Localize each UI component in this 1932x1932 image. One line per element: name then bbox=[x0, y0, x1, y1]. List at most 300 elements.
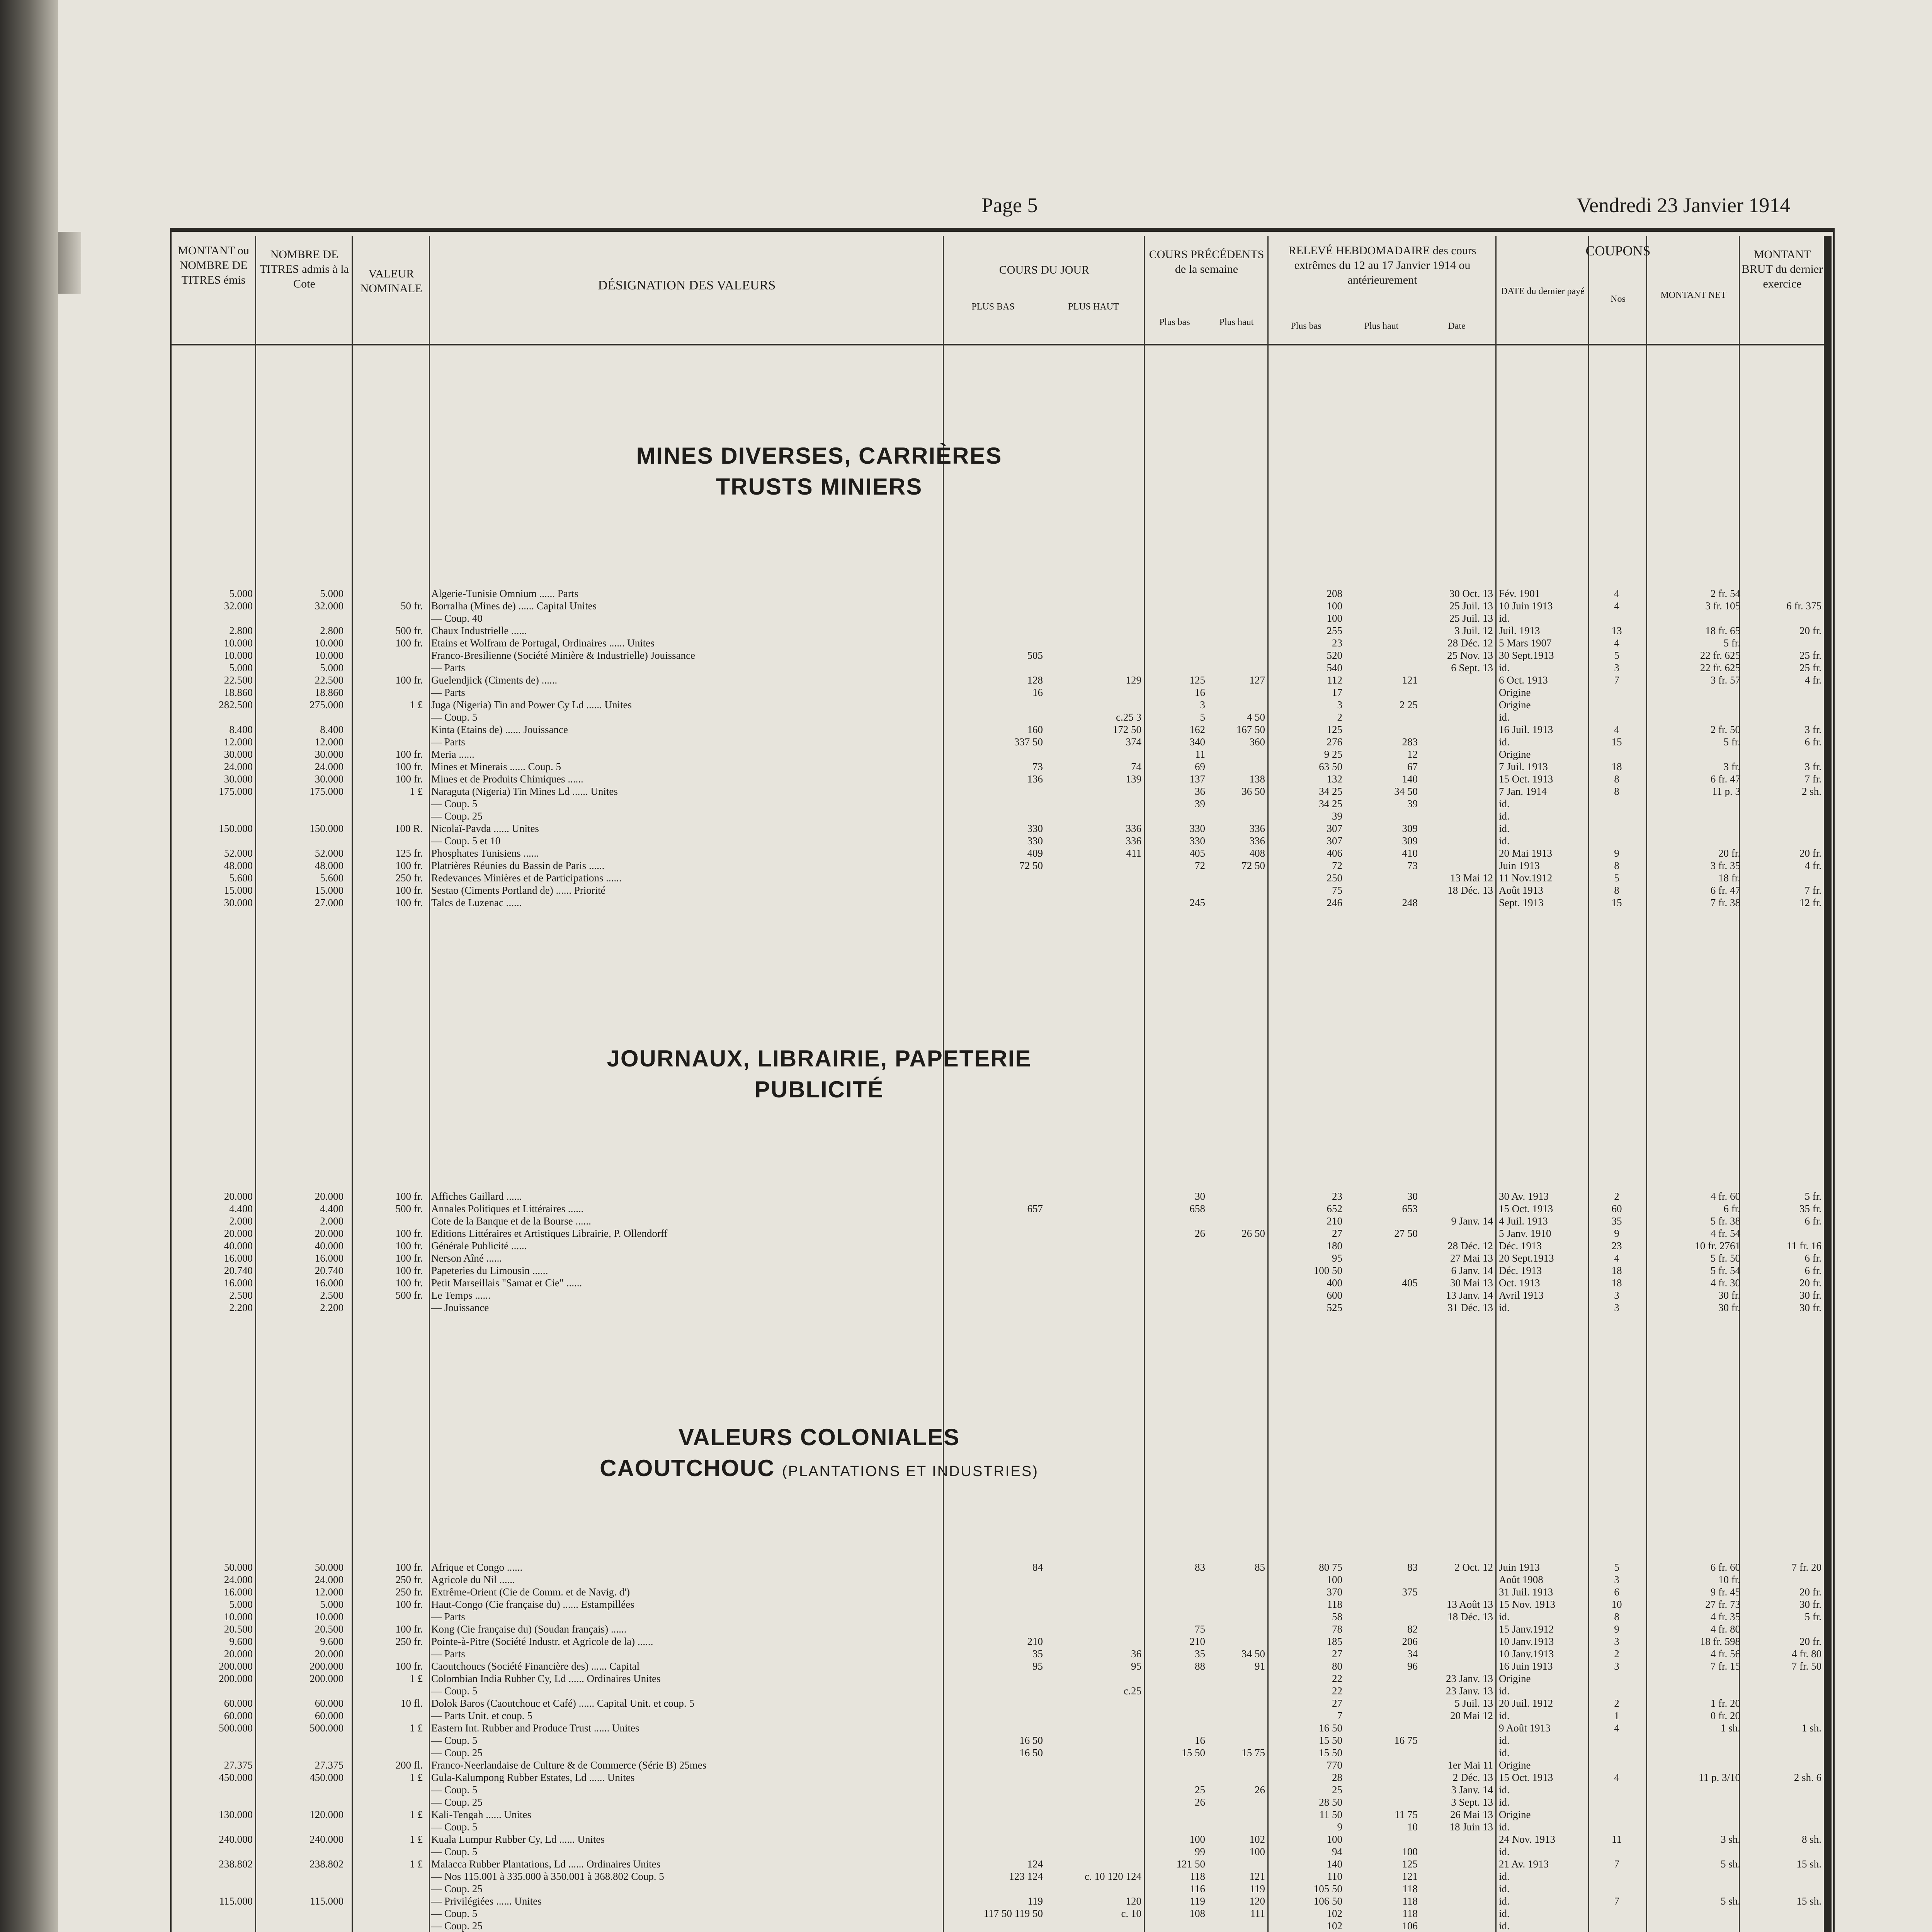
montant-cell: 8.400 bbox=[229, 724, 253, 735]
prec-haut-cell: 4 50 bbox=[1247, 711, 1265, 723]
montant-cell: 2.800 bbox=[229, 625, 253, 636]
coupon-montant-cell: 18 fr. bbox=[1718, 872, 1740, 884]
table-row bbox=[172, 723, 1821, 736]
valeur-cell: 100 fr. bbox=[395, 860, 423, 871]
releve-haut-cell: 121 bbox=[1402, 674, 1418, 686]
table-row bbox=[172, 785, 1821, 798]
coupon-date-cell: 15 Janv.1912 bbox=[1499, 1623, 1554, 1635]
designation-cell: Extrême-Orient (Cie de Comm. et de Navig. d') bbox=[431, 1586, 630, 1598]
designation-cell: Juga (Nigeria) Tin and Power Cy Ld ...... Unites bbox=[431, 699, 632, 711]
valeur-cell: 100 fr. bbox=[395, 897, 423, 908]
releve-date-cell: 25 Juil. 13 bbox=[1449, 600, 1493, 612]
montant-cell: 15.000 bbox=[224, 884, 253, 896]
coupon-montant-cell: 3 fr. 35 bbox=[1710, 860, 1740, 871]
designation-cell: — Coup. 25 bbox=[431, 1883, 483, 1895]
designation-cell: — Coup. 25 bbox=[431, 810, 483, 822]
table-row bbox=[172, 1573, 1821, 1586]
prec-haut-cell: 111 bbox=[1250, 1908, 1265, 1919]
nombre-cell: 175.000 bbox=[310, 786, 344, 797]
montant-brut-cell: 11 fr. 16 bbox=[1787, 1240, 1821, 1252]
releve-bas-cell: 112 bbox=[1327, 674, 1342, 686]
coupon-montant-cell: 3 fr. bbox=[1723, 761, 1740, 772]
cours-bas-cell: 657 bbox=[1027, 1203, 1043, 1214]
coupon-number-cell: 8 bbox=[1614, 786, 1619, 797]
table-row bbox=[172, 1709, 1821, 1722]
montant-cell: 200.000 bbox=[219, 1660, 253, 1672]
valeur-cell: 100 fr. bbox=[395, 1599, 423, 1610]
releve-haut-cell: 118 bbox=[1402, 1883, 1418, 1895]
valeur-cell: 1 £ bbox=[410, 1673, 423, 1684]
valeur-cell: 250 fr. bbox=[395, 872, 423, 884]
releve-haut-cell: 283 bbox=[1402, 736, 1418, 748]
coupon-date-cell: 20 Juil. 1912 bbox=[1499, 1697, 1553, 1709]
nombre-cell: 22.500 bbox=[315, 674, 344, 686]
coupon-montant-cell: 2 fr. 50 bbox=[1710, 724, 1740, 735]
montant-brut-cell: 25 fr. bbox=[1799, 662, 1821, 673]
prec-bas-cell: 108 bbox=[1189, 1908, 1205, 1919]
releve-date-cell: 6 Janv. 14 bbox=[1451, 1265, 1493, 1276]
table-row bbox=[172, 760, 1821, 773]
coupon-date-cell: id. bbox=[1499, 1895, 1510, 1907]
coupon-number-cell: 2 bbox=[1614, 1190, 1619, 1202]
coupon-date-cell: 7 Juil. 1913 bbox=[1499, 761, 1548, 772]
coupon-montant-cell: 11 p. 3/10 bbox=[1699, 1772, 1740, 1783]
designation-cell: Franco-Neerlandaise de Culture & de Commerce (Série B) 25mes bbox=[431, 1759, 707, 1771]
coupon-number-cell: 5 bbox=[1614, 1561, 1619, 1573]
valeur-cell: 50 fr. bbox=[401, 600, 423, 612]
col-header-releve: RELEVÉ HEBDOMADAIRE des cours extrêmes du 12 au 17 Janvier 1914 ou antérieurement bbox=[1288, 244, 1476, 286]
section-title-text: CAOUTCHOUC bbox=[600, 1455, 775, 1481]
coupon-number-cell: 10 bbox=[1611, 1599, 1622, 1610]
releve-bas-cell: 23 bbox=[1332, 1190, 1342, 1202]
table-row bbox=[172, 1648, 1821, 1660]
montant-brut-cell: 2 sh. 6 bbox=[1794, 1772, 1821, 1783]
coupon-date-cell: 5 Janv. 1910 bbox=[1499, 1228, 1551, 1239]
prec-haut-cell: 336 bbox=[1249, 835, 1265, 847]
coupon-number-cell: 23 bbox=[1611, 1240, 1622, 1252]
coupon-montant-cell: 10 fr. 2761 bbox=[1695, 1240, 1740, 1252]
valeur-cell: 250 fr. bbox=[395, 1586, 423, 1598]
valeur-cell: 100 fr. bbox=[395, 884, 423, 896]
designation-cell: — Parts Unit. et coup. 5 bbox=[431, 1710, 532, 1721]
table-row bbox=[172, 686, 1821, 699]
releve-bas-cell: 16 50 bbox=[1319, 1722, 1342, 1734]
valeur-cell: 1 £ bbox=[410, 699, 423, 711]
nombre-cell: 10.000 bbox=[315, 650, 344, 661]
coupon-montant-cell: 18 fr. 598 bbox=[1700, 1636, 1740, 1647]
nombre-cell: 48.000 bbox=[315, 860, 344, 871]
coupon-number-cell: 5 bbox=[1614, 650, 1619, 661]
nombre-cell: 275.000 bbox=[310, 699, 344, 711]
table-row bbox=[172, 1289, 1821, 1301]
montant-cell: 20.740 bbox=[224, 1265, 253, 1276]
cours-bas-cell: 117 50 119 50 bbox=[983, 1908, 1043, 1919]
table-row bbox=[172, 1895, 1821, 1907]
nombre-cell: 30.000 bbox=[315, 748, 344, 760]
releve-bas-cell: 23 bbox=[1332, 637, 1342, 649]
releve-bas-cell: 210 bbox=[1327, 1215, 1342, 1227]
montant-cell: 4.400 bbox=[229, 1203, 253, 1214]
col-header-montant: MONTANT ou NOMBRE DE TITRES émis bbox=[178, 244, 249, 286]
table-row bbox=[172, 1202, 1821, 1215]
releve-bas-cell: 72 bbox=[1332, 860, 1342, 871]
coupon-date-cell: 9 Août 1913 bbox=[1499, 1722, 1551, 1734]
table-row bbox=[172, 1598, 1821, 1611]
section-title-coloniales bbox=[440, 1422, 1198, 1487]
table-row bbox=[172, 637, 1821, 649]
montant-cell: 50.000 bbox=[224, 1561, 253, 1573]
montant-cell: 200.000 bbox=[219, 1673, 253, 1684]
section-title-line bbox=[440, 1453, 1198, 1487]
nombre-cell: 115.000 bbox=[310, 1895, 344, 1907]
releve-bas-cell: 22 bbox=[1332, 1673, 1342, 1684]
montant-cell: 20.000 bbox=[224, 1648, 253, 1660]
coupon-date-cell: id. bbox=[1499, 1685, 1510, 1697]
table-row bbox=[172, 1907, 1821, 1920]
releve-bas-cell: 770 bbox=[1327, 1759, 1342, 1771]
releve-haut-cell: 27 50 bbox=[1394, 1228, 1418, 1239]
prec-haut-cell: 360 bbox=[1249, 736, 1265, 748]
montant-cell: 150.000 bbox=[219, 823, 253, 834]
nombre-cell: 27.375 bbox=[315, 1759, 344, 1771]
prec-bas-cell: 340 bbox=[1189, 736, 1205, 748]
designation-cell: Mines et Minerais ...... Coup. 5 bbox=[431, 761, 561, 772]
coupon-number-cell: 3 bbox=[1614, 1660, 1619, 1672]
valeur-cell: 1 £ bbox=[410, 1772, 423, 1783]
releve-bas-cell: 95 bbox=[1332, 1252, 1342, 1264]
montant-cell: 500.000 bbox=[219, 1722, 253, 1734]
designation-cell: — Nos 115.001 à 335.000 à 350.001 à 368.802 Coup. 5 bbox=[431, 1871, 664, 1882]
prec-bas-cell: 39 bbox=[1195, 798, 1205, 810]
coupon-date-cell: id. bbox=[1499, 612, 1510, 624]
prec-haut-cell: 408 bbox=[1249, 847, 1265, 859]
section-title-line: JOURNAUX, LIBRAIRIE, PAPETERIE bbox=[607, 1046, 1032, 1071]
releve-haut-cell: 82 bbox=[1407, 1623, 1418, 1635]
designation-cell: — Coup. 5 bbox=[431, 711, 478, 723]
montant-cell: 450.000 bbox=[219, 1772, 253, 1783]
coupon-number-cell: 4 bbox=[1614, 600, 1619, 612]
releve-date-cell: 13 Janv. 14 bbox=[1446, 1289, 1493, 1301]
montant-cell: 10.000 bbox=[224, 650, 253, 661]
table-row bbox=[172, 896, 1821, 909]
nombre-cell: 2.800 bbox=[320, 625, 344, 636]
coupon-number-cell: 9 bbox=[1614, 847, 1619, 859]
coupon-date-cell: Origine bbox=[1499, 748, 1531, 760]
releve-bas-cell: 102 bbox=[1327, 1920, 1342, 1932]
valeur-cell: 100 fr. bbox=[395, 1277, 423, 1289]
releve-date-cell: 3 Juil. 12 bbox=[1454, 625, 1493, 636]
col-header-coupons: COUPONS bbox=[1585, 243, 1651, 259]
coupon-date-cell: id. bbox=[1499, 1796, 1510, 1808]
coupon-number-cell: 3 bbox=[1614, 662, 1619, 673]
coupon-montant-cell: 3 fr. 57 bbox=[1710, 674, 1740, 686]
prec-haut-cell: 100 bbox=[1249, 1846, 1265, 1857]
coupon-number-cell: 7 bbox=[1614, 674, 1619, 686]
designation-cell: — Parts bbox=[431, 1648, 465, 1660]
releve-date-cell: 18 Déc. 13 bbox=[1447, 884, 1493, 896]
releve-haut-cell: 96 bbox=[1407, 1660, 1418, 1672]
coupon-montant-cell: 4 fr. 54 bbox=[1710, 1228, 1740, 1239]
designation-cell: Guelendjick (Ciments de) ...... bbox=[431, 674, 558, 686]
prec-bas-cell: 330 bbox=[1189, 823, 1205, 834]
cours-haut-cell: c.25 bbox=[1124, 1685, 1141, 1697]
releve-bas-cell: 105 50 bbox=[1313, 1883, 1342, 1895]
montant-brut-cell: 8 sh. bbox=[1801, 1833, 1821, 1845]
table-right-rule bbox=[1824, 236, 1832, 1932]
prec-bas-cell: 210 bbox=[1189, 1636, 1205, 1647]
releve-bas-cell: 250 bbox=[1327, 872, 1342, 884]
designation-cell: — Coup. 25 bbox=[431, 1747, 483, 1759]
releve-date-cell: 30 Oct. 13 bbox=[1449, 588, 1493, 599]
montant-brut-cell: 4 fr. 80 bbox=[1791, 1648, 1821, 1660]
cours-bas-cell: 35 bbox=[1032, 1648, 1043, 1660]
prec-bas-cell: 83 bbox=[1195, 1561, 1205, 1573]
coupon-number-cell: 60 bbox=[1611, 1203, 1622, 1214]
coupon-date-cell: Juil. 1913 bbox=[1499, 625, 1540, 636]
cours-bas-cell: 160 bbox=[1027, 724, 1043, 735]
nombre-cell: 5.000 bbox=[320, 588, 344, 599]
coupon-number-cell: 18 bbox=[1611, 1265, 1622, 1276]
designation-cell: Caoutchoucs (Société Financière des) ...... Capital bbox=[431, 1660, 640, 1672]
table-row bbox=[172, 1635, 1821, 1648]
table-row bbox=[172, 1833, 1821, 1845]
coupon-number-cell: 7 bbox=[1614, 1895, 1619, 1907]
cours-bas-cell: 84 bbox=[1032, 1561, 1043, 1573]
cours-bas-cell: 16 bbox=[1032, 687, 1043, 698]
montant-cell: 282.500 bbox=[219, 699, 253, 711]
montant-brut-cell: 30 fr. bbox=[1799, 1289, 1821, 1301]
table-row bbox=[172, 711, 1821, 723]
releve-haut-cell: 12 bbox=[1407, 748, 1418, 760]
releve-bas-cell: 9 bbox=[1337, 1821, 1342, 1833]
valeur-cell: 100 fr. bbox=[395, 1660, 423, 1672]
montant-cell: 18.860 bbox=[224, 687, 253, 698]
coupon-number-cell: 3 bbox=[1614, 1289, 1619, 1301]
releve-bas-cell: 525 bbox=[1327, 1302, 1342, 1313]
coupon-number-cell: 8 bbox=[1614, 860, 1619, 871]
prec-bas-cell: 658 bbox=[1189, 1203, 1205, 1214]
valeur-cell: 100 fr. bbox=[395, 773, 423, 785]
designation-cell: Papeteries du Limousin ...... bbox=[431, 1265, 548, 1276]
nombre-cell: 2.500 bbox=[320, 1289, 344, 1301]
montant-cell: 2.200 bbox=[229, 1302, 253, 1313]
montant-brut-cell: 20 fr. bbox=[1799, 1586, 1821, 1598]
releve-haut-cell: 309 bbox=[1402, 835, 1418, 847]
releve-bas-cell: 75 bbox=[1332, 884, 1342, 896]
coupon-montant-cell: 30 fr. bbox=[1718, 1302, 1740, 1313]
nombre-cell: 10.000 bbox=[315, 637, 344, 649]
cours-bas-cell: 72 50 bbox=[1019, 860, 1043, 871]
section-rows bbox=[172, 587, 1821, 909]
prec-haut-cell: 102 bbox=[1249, 1833, 1265, 1845]
coupon-date-cell: id. bbox=[1499, 1710, 1510, 1721]
valeur-cell: 100 fr. bbox=[395, 1265, 423, 1276]
designation-cell: Redevances Minières et de Participations ...... bbox=[431, 872, 622, 884]
nombre-cell: 24.000 bbox=[315, 1574, 344, 1585]
prec-haut-cell: 15 75 bbox=[1242, 1747, 1265, 1759]
cours-bas-cell: 119 bbox=[1027, 1895, 1043, 1907]
valeur-cell: 125 fr. bbox=[395, 847, 423, 859]
valeur-cell: 500 fr. bbox=[395, 1203, 423, 1214]
releve-date-cell: 2 Déc. 13 bbox=[1452, 1772, 1493, 1783]
montant-brut-cell: 4 fr. bbox=[1804, 860, 1821, 871]
coupon-date-cell: 10 Janv.1913 bbox=[1499, 1648, 1554, 1660]
coupon-date-cell: Déc. 1913 bbox=[1499, 1265, 1542, 1276]
prec-bas-cell: 16 bbox=[1195, 687, 1205, 698]
designation-cell: — Coup. 5 bbox=[431, 1908, 478, 1919]
prec-bas-cell: 25 bbox=[1195, 1784, 1205, 1796]
coupon-number-cell: 9 bbox=[1614, 1228, 1619, 1239]
table-row bbox=[172, 1264, 1821, 1277]
coupon-date-cell: id. bbox=[1499, 736, 1510, 748]
designation-cell: — Coup. 5 et 10 bbox=[431, 835, 501, 847]
coupon-date-cell: id. bbox=[1499, 798, 1510, 810]
cours-bas-cell: 505 bbox=[1027, 650, 1043, 661]
releve-bas-cell: 22 bbox=[1332, 1685, 1342, 1697]
prec-haut-cell: 120 bbox=[1249, 1895, 1265, 1907]
table-row bbox=[172, 1215, 1821, 1227]
coupon-montant-cell: 6 fr. 60 bbox=[1710, 1561, 1740, 1573]
nombre-cell: 150.000 bbox=[310, 823, 344, 834]
montant-cell: 20.500 bbox=[224, 1623, 253, 1635]
prec-bas-cell: 121 50 bbox=[1176, 1858, 1205, 1870]
montant-brut-cell: 6 fr. bbox=[1804, 1252, 1821, 1264]
montant-cell: 2.000 bbox=[229, 1215, 253, 1227]
coupon-montant-cell: 22 fr. 625 bbox=[1700, 662, 1740, 673]
coupon-date-cell: 30 Av. 1913 bbox=[1499, 1190, 1549, 1202]
valeur-cell: 100 fr. bbox=[395, 674, 423, 686]
coupon-number-cell: 1 bbox=[1614, 1710, 1619, 1721]
prec-bas-cell: 405 bbox=[1189, 847, 1205, 859]
designation-cell: — Coup. 5 bbox=[431, 1685, 478, 1697]
table-row bbox=[172, 1586, 1821, 1598]
releve-bas-cell: 27 bbox=[1332, 1648, 1342, 1660]
table-row bbox=[172, 1227, 1821, 1240]
montant-brut-cell: 20 fr. bbox=[1799, 1277, 1821, 1289]
designation-cell: Etains et Wolfram de Portugal, Ordinaires ...... Unites bbox=[431, 637, 655, 649]
coupon-date-cell: Avril 1913 bbox=[1499, 1289, 1544, 1301]
valeur-cell: 1 £ bbox=[410, 1833, 423, 1845]
coupon-number-cell: 2 bbox=[1614, 1648, 1619, 1660]
releve-bas-cell: 652 bbox=[1327, 1203, 1342, 1214]
coupon-date-cell: 10 Juin 1913 bbox=[1499, 600, 1553, 612]
coupon-montant-cell: 5 sh. bbox=[1720, 1858, 1740, 1870]
montant-brut-cell: 7 fr. 20 bbox=[1791, 1561, 1821, 1573]
releve-haut-cell: 34 bbox=[1407, 1648, 1418, 1660]
prec-bas-cell: 5 bbox=[1200, 711, 1205, 723]
prec-bas-cell: 162 bbox=[1189, 724, 1205, 735]
montant-cell: 5.600 bbox=[229, 872, 253, 884]
cours-haut-cell: 74 bbox=[1131, 761, 1141, 772]
coupon-date-cell: 15 Oct. 1913 bbox=[1499, 1772, 1553, 1783]
valeur-cell: 500 fr. bbox=[395, 625, 423, 636]
nombre-cell: 20.000 bbox=[315, 1228, 344, 1239]
col-header-montant-brut: MONTANT BRUT du dernier exercice bbox=[1742, 248, 1823, 290]
coupon-montant-cell: 5 fr. 50 bbox=[1710, 1252, 1740, 1264]
nombre-cell: 18.860 bbox=[315, 687, 344, 698]
designation-cell: Kong (Cie française du) (Soudan français) ...... bbox=[431, 1623, 627, 1635]
coupon-date-cell: 20 Mai 1913 bbox=[1499, 847, 1552, 859]
coupon-date-cell: id. bbox=[1499, 1611, 1510, 1622]
table-row bbox=[172, 699, 1821, 711]
prec-bas-cell: 26 bbox=[1195, 1796, 1205, 1808]
prec-haut-cell: 36 50 bbox=[1242, 786, 1265, 797]
releve-haut-cell: 309 bbox=[1402, 823, 1418, 834]
nombre-cell: 2.200 bbox=[320, 1302, 344, 1313]
table-row bbox=[172, 1561, 1821, 1573]
table-row bbox=[172, 1771, 1821, 1784]
valeur-cell: 100 fr. bbox=[395, 761, 423, 772]
designation-cell: Mines et de Produits Chimiques ...... bbox=[431, 773, 583, 785]
table-row bbox=[172, 662, 1821, 674]
coupon-date-cell: 31 Juil. 1913 bbox=[1499, 1586, 1553, 1598]
table-row bbox=[172, 872, 1821, 884]
designation-cell: Agricole du Nil ...... bbox=[431, 1574, 515, 1585]
releve-bas-cell: 58 bbox=[1332, 1611, 1342, 1622]
nombre-cell: 240.000 bbox=[310, 1833, 344, 1845]
prec-bas-cell: 75 bbox=[1195, 1623, 1205, 1635]
coupon-date-cell: 4 Juil. 1913 bbox=[1499, 1215, 1548, 1227]
valeur-cell: 100 fr. bbox=[395, 1623, 423, 1635]
coupon-number-cell: 15 bbox=[1611, 897, 1622, 908]
col-header-montant-net: MONTANT NET bbox=[1660, 290, 1726, 300]
releve-bas-cell: 180 bbox=[1327, 1240, 1342, 1252]
coupon-number-cell: 15 bbox=[1611, 736, 1622, 748]
montant-cell: 2.500 bbox=[229, 1289, 253, 1301]
table-row bbox=[172, 1883, 1821, 1895]
valeur-cell: 1 £ bbox=[410, 1809, 423, 1820]
coupon-date-cell: Fév. 1901 bbox=[1499, 588, 1540, 599]
montant-brut-cell: 7 fr. bbox=[1804, 884, 1821, 896]
prec-bas-cell: 3 bbox=[1200, 699, 1205, 711]
coupon-montant-cell: 4 fr. 56 bbox=[1710, 1648, 1740, 1660]
section-subtitle: (PLANTATIONS ET INDUSTRIES) bbox=[782, 1463, 1039, 1480]
coupon-number-cell: 3 bbox=[1614, 1636, 1619, 1647]
releve-bas-cell: 27 bbox=[1332, 1228, 1342, 1239]
table-row bbox=[172, 1252, 1821, 1264]
montant-brut-cell: 3 fr. bbox=[1804, 761, 1821, 772]
releve-date-cell: 23 Janv. 13 bbox=[1446, 1673, 1493, 1684]
valeur-cell: 100 fr. bbox=[395, 1190, 423, 1202]
montant-cell: 10.000 bbox=[224, 1611, 253, 1622]
coupon-montant-cell: 6 fr. bbox=[1723, 1203, 1740, 1214]
coupon-montant-cell: 7 fr. 15 bbox=[1710, 1660, 1740, 1672]
montant-cell: 238.802 bbox=[219, 1858, 253, 1870]
releve-haut-cell: 121 bbox=[1402, 1871, 1418, 1882]
releve-haut-cell: 2 25 bbox=[1399, 699, 1418, 711]
coupon-montant-cell: 4 fr. 35 bbox=[1710, 1611, 1740, 1622]
coupon-date-cell: Déc. 1913 bbox=[1499, 1240, 1542, 1252]
montant-cell: 5.000 bbox=[229, 588, 253, 599]
coupon-number-cell: 4 bbox=[1614, 724, 1619, 735]
releve-bas-cell: 15 50 bbox=[1319, 1747, 1342, 1759]
releve-bas-cell: 100 bbox=[1327, 612, 1342, 624]
table-row bbox=[172, 1870, 1821, 1883]
prec-bas-cell: 119 bbox=[1190, 1895, 1205, 1907]
coupon-date-cell: Juin 1913 bbox=[1499, 860, 1540, 871]
releve-haut-cell: 206 bbox=[1402, 1636, 1418, 1647]
nombre-cell: 450.000 bbox=[310, 1772, 344, 1783]
designation-cell: Editions Littéraires et Artistiques Librairie, P. Ollendorff bbox=[431, 1228, 668, 1239]
nombre-cell: 5.000 bbox=[320, 662, 344, 673]
nombre-cell: 10.000 bbox=[315, 1611, 344, 1622]
releve-haut-cell: 405 bbox=[1402, 1277, 1418, 1289]
prec-bas-cell: 26 bbox=[1195, 1228, 1205, 1239]
releve-bas-cell: 39 bbox=[1332, 810, 1342, 822]
designation-cell: Cote de la Banque et de la Bourse ...... bbox=[431, 1215, 591, 1227]
releve-haut-cell: 125 bbox=[1402, 1858, 1418, 1870]
designation-cell: Franco-Bresilienne (Société Minière & Industrielle) Jouissance bbox=[431, 650, 696, 661]
